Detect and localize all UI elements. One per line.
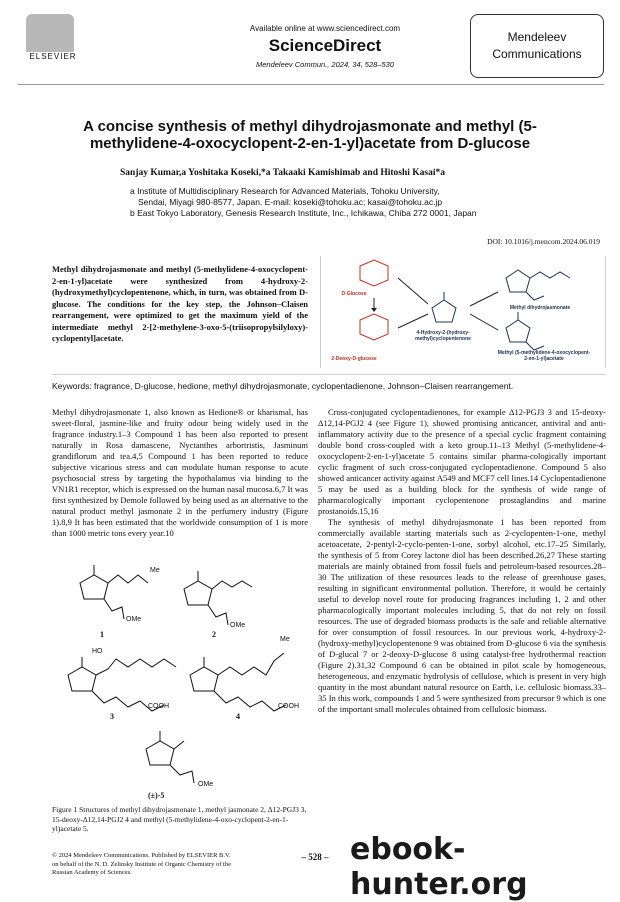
body-left-column xyxy=(52,407,308,539)
journal-name-box xyxy=(470,14,604,78)
page-number: – 528 – xyxy=(301,852,329,862)
copyright-line1: © 2024 Mendeleev Communications. Published by ELSEVIER B.V. xyxy=(52,852,231,859)
label-ome-1: OMe xyxy=(126,616,142,623)
body-right-column xyxy=(318,407,606,715)
copyright-notice xyxy=(52,852,292,878)
affiliation-a-line1: a Institute of Multidisciplinary Research for Advanced Materials, Tohoku University, xyxy=(130,186,440,196)
body-right-paragraph-2: The synthesis of methyl dihydrojasmonate 1 has been reported from commercially available starting materials such as 2-cyclopenten-1-one, methyl acetoacetate, 2-pentyl-2-cyclo-penten-1-one, sorbyl alcohol, etc.17–25 Similarly, the synthesis of 5 from Corey lactone diol has been described.26,27 These starting materials are mainly obtained from fossil fuels and petroleum-based resources.28–30 The utilization of these resources leads to the release of greenhouse gases, resulting in significant environmental pollution. Therefore, it would be certainly useful to develop novel route for producing fragrances including 1, 2 and other pharmacologically important molecules including 5, that do not rely on fossil resources. The use of degraded biomass products is the safe and reliable alternative for over consumption of fossil resources. In our previous work, 4-hydroxy-2-(hydroxy-methyl)cyclopentenone 9 was obtained from D-glucose 6 via the synthesis of D-glucal 7 or 2-deoxy-D-glucose 8 using catalyst-free hydrothermal reaction (Figure 2).31,32 Compound 6 can be obtained in pilot scale by homogeneous, heterogeneous, and enzymatic hydrolysis of cellulose, which is present in very high quantity in the most abundant natural resource on Earth, i.e. cellulosic biomass.33–35 In this work, compounds 1 and 5 were synthesized from precursor 9 which is one of the important small molecules obtained from cellulosic biomass. xyxy=(318,517,606,714)
glucose-ring xyxy=(360,260,388,286)
body-left-paragraph: Methyl dihydrojasmonate 1, also known as Hedione® or kharismal, has sweet-floral, jasmine-like and fruity odour being widely used in the fragrance industry.1–3 Compound 1 has been also reported to present naturally in Rosa damascene, Nyctanthes arbortristis, Jasminum grandiflorum and tea.4,5 Compound 1 has been reported to reduce subjective vicarious stress and can modulate human response to acute psychosocial stress by targeting the hypothalamus via binding to the VN1R1 receptor, which is expressed on the human nasal mucosa.6,7 It was first synthesized by Demole followed by being used as an alternative to the natural product methyl jasmonate 2 in the perfumery industry (Figure 1).8,9 It has been estimated that the worldwide consumption of 1 is more than 1000 metric tons every year.10 xyxy=(52,407,309,538)
figure1-structures xyxy=(52,563,308,799)
compound-4-structure xyxy=(190,653,286,711)
label-ome-2: OMe xyxy=(230,622,246,629)
compound-1-structure xyxy=(80,565,148,619)
article-title: A concise synthesis of methyl dihydrojasmonate and methyl (5-methylidene-4-oxocyclopent-2-en-1-yl)acetate from D-glucose xyxy=(83,118,537,152)
copyright-line3: Russian Academy of Sciences. xyxy=(52,869,132,876)
intermediate-ring xyxy=(432,300,456,322)
ga-label-intermediate: 4-Hydroxy-2-(hydroxy-methyl)cyclopentenone xyxy=(415,330,471,342)
body-right-paragraph-1: Cross-conjugated cyclopentadienones, for example Δ12-PGJ3 3 and 15-deoxy-Δ12,14-PGJ2 4 (see Figure 1), showed promising anticancer, antiviral and anti-inflammatory activity due to the presence of a special cyclic fragment containing double bond cross-coupled with a keto group.11–13 Methyl (5-methylidene-4-oxocyclopent-2-en-1-yl)acetate 5 contains similar pharma-cologically important cyclic fragment of such cross-conjugated cyclopentadienone. Compound 5 also showed anticancer activity against A549 and MCF7 cell lines.14 Cyclopentadienone 5 may be used as a building block for the synthesis of wide range of pharmacologically important cyclopentenone prostaglandins and marine prostanoids.15,16 xyxy=(318,407,606,516)
arrow-down-head xyxy=(371,308,377,312)
journal-name-line2: Communications xyxy=(492,47,582,61)
label-me-4: Me xyxy=(280,636,290,643)
journal-citation: Mendeleev Commun., 2024, 34, 528–530 xyxy=(255,60,394,69)
compound-number-3: 3 xyxy=(110,712,114,721)
compound-number-1: 1 xyxy=(100,630,104,639)
elsevier-tree-icon xyxy=(26,14,74,52)
keywords: Keywords: fragrance, D-glucose, hedione, methyl dihydrojasmonate, cyclopentadienone, Johnson–Claisen rearrangement. xyxy=(52,381,514,391)
available-online-link[interactable]: Available online at www.sciencedirect.com xyxy=(249,24,401,33)
product1-ring xyxy=(506,270,530,292)
arrow-glucose-to-intermediate xyxy=(398,278,428,304)
ga-label-product1: Methyl dihydrojasmonate xyxy=(509,305,571,311)
label-cooh-4: COOH xyxy=(278,703,299,710)
figure1-caption: Figure 1 Structures of methyl dihydrojasmonate 1, methyl jasmonate 2, Δ12-PGJ3 3, 15-deoxy-Δ12,14-PGJ2 4 and methyl (5-methylidene-4-oxo-cyclopent-2-en-1-yl)acetate 5. xyxy=(52,805,307,833)
label-ho-3: HO xyxy=(92,648,103,655)
compound-number-5: (±)-5 xyxy=(148,791,165,800)
label-me-1: Me xyxy=(150,567,160,574)
label-ome-5: OMe xyxy=(198,781,214,788)
compound-5-structure xyxy=(146,731,194,783)
author-list: Sanjay Kumar,a Yoshitaka Koseki,*a Takaaki Kamishimab and Hitoshi Kasai*a xyxy=(120,168,446,178)
arrow-to-product1 xyxy=(470,292,498,306)
arrow-deoxy-to-intermediate xyxy=(398,314,428,328)
header-divider xyxy=(18,84,604,85)
compound-2-structure xyxy=(184,571,252,625)
affiliation-b: b East Tokyo Laboratory, Genesis Research Institute, Inc., Ichikawa, Chiba 272 0001, Japan xyxy=(130,208,477,218)
doi-link[interactable]: DOI: 10.1016/j.mencom.2024.06.019 xyxy=(487,237,600,246)
ga-label-product2: Methyl (5-methylidene-4-oxocyclopent-2-en-1-yl)acetate xyxy=(497,350,591,362)
journal-name-line1: Mendeleev xyxy=(507,30,567,44)
label-cooh-3: COOH xyxy=(148,703,169,710)
sciencedirect-logo[interactable]: ScienceDirect xyxy=(268,36,382,55)
arrow-to-product2 xyxy=(470,314,498,330)
abstract-text: Methyl dihydrojasmonate and methyl (5-methylidene-4-oxocyclopent-2-en-1-yl)acetate were synthesized from 4-hydroxy-2-(hydroxymethyl)cyclopentenone, which, in turn, was obtained from D-glucose. The conditions for the key step, the Johnson–Claisen rearrangement, were optimized to get the maximum yield of the intermediate methyl 2-[2-methylene-3-oxo-5-(triisopropylsilyloxy)-cyclopentyl]acetate. xyxy=(52,264,308,343)
affiliation-a-line2: Sendai, Miyagi 980-8577, Japan. E-mail: koseki@tohoku.ac; kasai@tohoku.ac.jp xyxy=(138,197,443,207)
compound-number-4: 4 xyxy=(236,712,240,721)
ga-label-glucose: D-Glucose xyxy=(341,291,367,297)
ga-label-deoxyglucose: 2-Deoxy-D-glucose xyxy=(331,356,377,362)
compound-number-2: 2 xyxy=(212,630,216,639)
elsevier-logo-text: ELSEVIER xyxy=(29,52,77,61)
product2-ring xyxy=(506,320,530,342)
copyright-line2: on behalf of the N. D. Zelinsky Institute of Organic Chemistry of the xyxy=(52,860,231,868)
keywords-divider xyxy=(52,374,606,375)
watermark-text: ebook-hunter.org xyxy=(350,832,528,902)
deoxyglucose-ring xyxy=(360,314,388,340)
